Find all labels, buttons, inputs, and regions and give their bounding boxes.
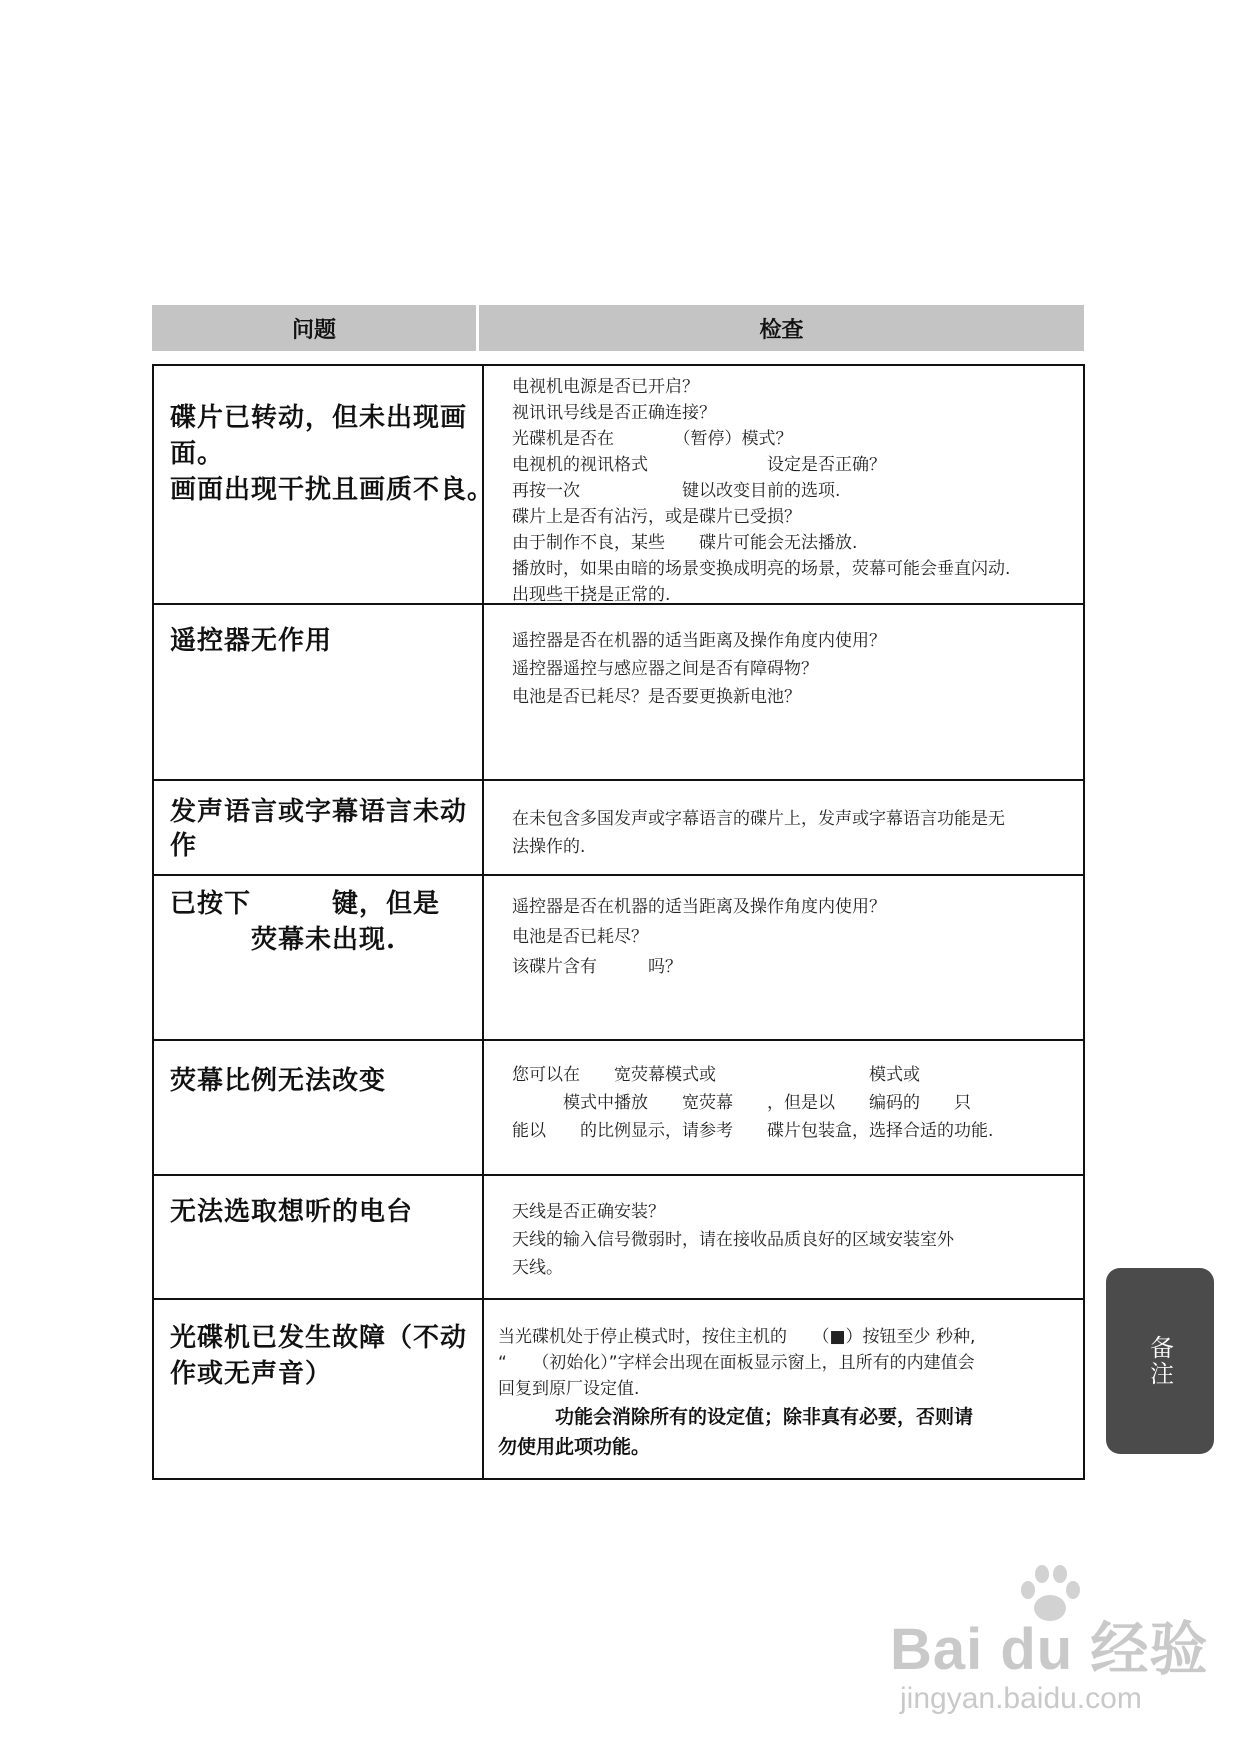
problem-cell (154, 876, 484, 1039)
problem-cell (154, 366, 495, 603)
check-line: 您可以在 宽荧幕模式或 模式或 (512, 1065, 920, 1085)
problem-cell (154, 1300, 484, 1478)
check-line: 天线的输入信号微弱时，请在接收品质良好的区域安装室外 (512, 1230, 954, 1250)
watermark-url: jingyan.baidu.com (900, 1682, 1142, 1715)
header-problem: 问题 (152, 305, 479, 351)
table-row (154, 1176, 1083, 1300)
check-line: 遥控器是否在机器的适当距离及操作角度内使用？ (512, 897, 886, 917)
problem-line: 光碟机已发生故障（不动 (170, 1323, 468, 1353)
check-cell (484, 1300, 1083, 1478)
check-line: 由于制作不良，某些 碟片可能会无法播放. (512, 533, 858, 553)
check-line: 天线是否正确安装？ (512, 1202, 665, 1222)
header-check: 检查 (759, 317, 804, 343)
check-line: 天线。 (512, 1258, 563, 1278)
check-line: “ （初始化）”字样会出现在面板显示窗上，且所有的内建值会 (498, 1353, 975, 1373)
problem-cell (154, 781, 484, 874)
check-cell (484, 605, 1083, 779)
check-line: 模式中播放 宽荧幕 ，但是以 编码的 只 (512, 1093, 971, 1113)
table-row (154, 605, 1083, 781)
problem-line: 画面出现干扰且画质不良。 (170, 475, 495, 505)
problem-cell (154, 1176, 484, 1298)
check-cell (484, 781, 1083, 874)
check-line: 法操作的. (512, 837, 586, 857)
check-line: 光碟机是否在 （暂停）模式？ (512, 429, 793, 449)
check-line: 电池是否已耗尽？ (512, 927, 648, 947)
check-line: 电视机电源是否已开启？ (512, 377, 699, 397)
side-tab-label: 备注 (1145, 1335, 1174, 1387)
check-cell (484, 1041, 1083, 1174)
problem-line: 碟片已转动，但未出现画 (170, 403, 468, 433)
problem-cell (154, 1041, 484, 1174)
check-line: 电视机的视讯格式 设定是否正确？ (512, 455, 886, 475)
check-line: 遥控器遥控与感应器之间是否有障碍物？ (512, 659, 818, 679)
problem-line: 无法选取想听的电台 (170, 1197, 414, 1227)
table-row (154, 1041, 1083, 1176)
check-line: 视讯讯号线是否正确连接？ (512, 403, 716, 423)
check-line: 当光碟机处于停止模式时，按住主机的 （■）按钮至少 秒种, (498, 1327, 976, 1347)
table-header (152, 305, 1084, 351)
problem-line: 面。 (170, 439, 225, 469)
check-line: 能以 的比例显示，请参考 碟片包装盒，选择合适的功能. (512, 1121, 994, 1141)
table-row (154, 366, 1083, 605)
watermark-brand: Bai du 经验 (890, 1617, 1209, 1682)
problem-cell (154, 605, 484, 779)
check-line: 再按一次 键以改变目前的选项. (512, 481, 841, 501)
notes-side-tab[interactable] (1106, 1268, 1214, 1454)
baidu-jingyan-watermark (860, 1560, 1220, 1740)
table-row (154, 876, 1083, 1041)
problem-line: 作 (170, 831, 198, 861)
check-cell (484, 366, 1083, 603)
check-line: 回复到原厂设定值. (498, 1379, 640, 1399)
check-line: 出现些干挠是正常的. (512, 585, 671, 605)
check-line: 遥控器是否在机器的适当距离及操作角度内使用？ (512, 631, 886, 651)
warning-line: 功能会消除所有的设定值；除非真有必要，否则请 (498, 1406, 974, 1428)
check-line: 碟片上是否有沾污，或是碟片已受损？ (512, 507, 801, 527)
problem-line: 发声语言或字幕语言未动 (170, 797, 468, 827)
table-row (154, 781, 1083, 876)
troubleshooting-table (152, 364, 1085, 1480)
problem-line: 已按下 键，但是 (170, 889, 441, 919)
check-cell (484, 1176, 1083, 1298)
problem-line: 遥控器无作用 (170, 626, 333, 656)
problem-line: 荧幕比例无法改变 (170, 1066, 387, 1096)
check-line: 该碟片含有 吗？ (512, 957, 682, 977)
check-line: 播放时，如果由暗的场景变换成明亮的场景，荧幕可能会垂直闪动. (512, 559, 1011, 579)
check-line: 电池是否已耗尽？是否要更换新电池？ (512, 687, 801, 707)
check-line: 在未包含多国发声或字幕语言的碟片上，发声或字幕语言功能是无 (512, 809, 1005, 829)
warning-line: 勿使用此项功能。 (498, 1436, 651, 1458)
check-cell (484, 876, 1083, 1039)
table-row (154, 1300, 1083, 1478)
problem-line: 作或无声音） (170, 1359, 333, 1389)
problem-line: 荧幕未出现. (170, 925, 397, 955)
